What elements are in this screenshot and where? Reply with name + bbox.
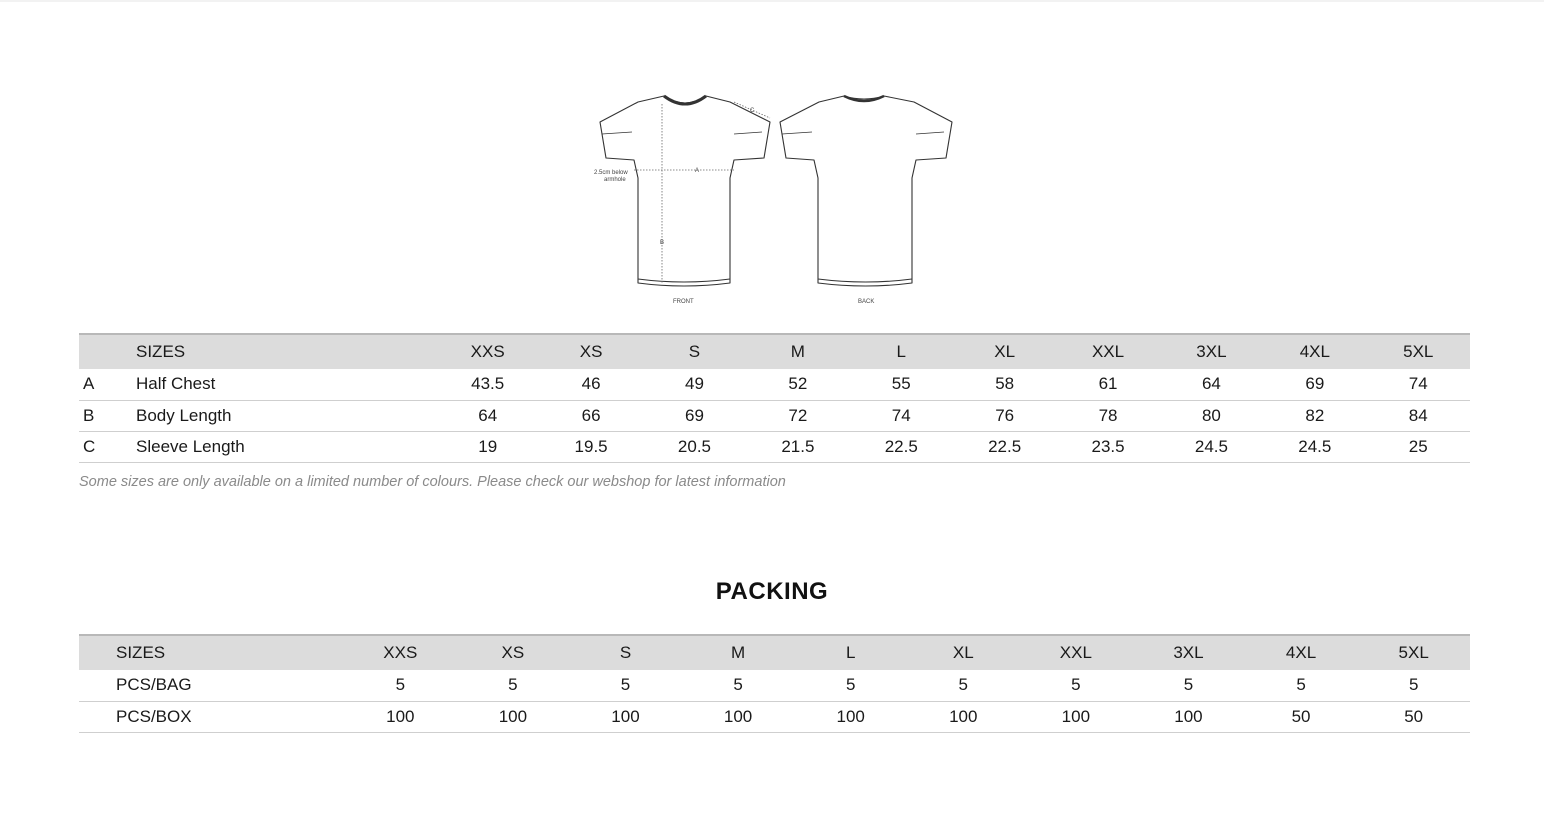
size-col-header: 4XL [1245,635,1358,670]
tshirt-illustration [594,88,954,308]
table-cell: 5 [457,670,570,701]
table-cell: 72 [746,400,849,431]
size-col-header: XS [457,635,570,670]
table-cell: 25 [1367,431,1470,462]
sizes-header: SIZES [136,334,436,369]
size-col-header: 5XL [1367,334,1470,369]
size-col-header: M [682,635,795,670]
table-cell: 5 [794,670,907,701]
table-cell: 100 [794,701,907,732]
table-cell: 74 [1367,369,1470,400]
table-cell: 5 [569,670,682,701]
row-name: PCS/BOX [79,701,344,732]
size-col-header: 3XL [1160,334,1263,369]
table-cell: 23.5 [1056,431,1159,462]
table-cell: 5 [1132,670,1245,701]
marker-c: C [750,108,755,114]
table-cell: 100 [682,701,795,732]
availability-note: Some sizes are only available on a limited number of colours. Please check our webshop for latest information [79,474,786,490]
size-col-header: S [569,635,682,670]
packing-title: PACKING [715,578,829,605]
size-table-header [79,334,1470,369]
row-letter: A [79,369,136,400]
size-col-header: XS [539,334,642,369]
size-col-header: 4XL [1263,334,1366,369]
table-cell: 78 [1056,400,1159,431]
table-cell: 19 [436,431,539,462]
row-letter: C [79,431,136,462]
size-col-header: XXS [344,635,457,670]
table-cell: 55 [850,369,953,400]
size-col-header: 5XL [1357,635,1470,670]
size-col-header: L [794,635,907,670]
table-cell: 64 [1160,369,1263,400]
size-col-header: XXL [1056,334,1159,369]
table-cell: 61 [1056,369,1159,400]
table-cell: 5 [682,670,795,701]
table-cell: 100 [457,701,570,732]
marker-a: A [695,168,700,174]
packing-table [79,634,1470,733]
header-spacer [79,334,136,369]
table-cell: 46 [539,369,642,400]
table-cell: 80 [1160,400,1263,431]
size-table [79,333,1470,463]
row-letter: B [79,400,136,431]
table-cell: 100 [907,701,1020,732]
table-cell: 100 [569,701,682,732]
table-cell: 69 [643,400,746,431]
top-divider [0,0,1544,2]
table-row [79,431,1470,462]
row-name: Body Length [136,400,436,431]
table-cell: 76 [953,400,1056,431]
size-col-header: L [850,334,953,369]
size-col-header: XXS [436,334,539,369]
row-name: Sleeve Length [136,431,436,462]
size-col-header: XL [907,635,1020,670]
size-col-header: M [746,334,849,369]
table-cell: 74 [850,400,953,431]
table-row [79,369,1470,400]
table-cell: 5 [1020,670,1133,701]
size-col-header: XL [953,334,1056,369]
back-label: BACK [858,299,875,305]
table-cell: 58 [953,369,1056,400]
table-row [79,670,1470,701]
back-shirt-outline [780,96,952,286]
table-cell: 84 [1367,400,1470,431]
front-shirt-outline [600,96,770,286]
table-cell: 21.5 [746,431,849,462]
table-cell: 50 [1245,701,1358,732]
table-row [79,701,1470,732]
size-col-header: XXL [1020,635,1133,670]
table-cell: 24.5 [1263,431,1366,462]
front-collar [664,96,706,104]
packing-table-header [79,635,1470,670]
marker-b: B [660,240,665,246]
annotation-line1: 2.5cm below [594,170,628,176]
table-cell: 100 [344,701,457,732]
tshirt-diagram [594,88,954,308]
table-cell: 5 [344,670,457,701]
table-cell: 100 [1020,701,1133,732]
size-col-header: 3XL [1132,635,1245,670]
table-cell: 24.5 [1160,431,1263,462]
table-cell: 66 [539,400,642,431]
size-col-header: S [643,334,746,369]
table-cell: 5 [1245,670,1358,701]
table-cell: 50 [1357,701,1470,732]
annotation-line2: armhole [604,177,626,183]
table-cell: 100 [1132,701,1245,732]
table-cell: 69 [1263,369,1366,400]
table-cell: 49 [643,369,746,400]
row-name: PCS/BAG [79,670,344,701]
table-row [79,400,1470,431]
table-cell: 20.5 [643,431,746,462]
row-name: Half Chest [136,369,436,400]
table-cell: 22.5 [850,431,953,462]
table-cell: 19.5 [539,431,642,462]
table-cell: 64 [436,400,539,431]
front-label: FRONT [673,299,694,305]
table-cell: 82 [1263,400,1366,431]
table-cell: 52 [746,369,849,400]
table-cell: 5 [1357,670,1470,701]
table-cell: 43.5 [436,369,539,400]
sizes-header: SIZES [79,635,344,670]
table-cell: 5 [907,670,1020,701]
table-cell: 22.5 [953,431,1056,462]
